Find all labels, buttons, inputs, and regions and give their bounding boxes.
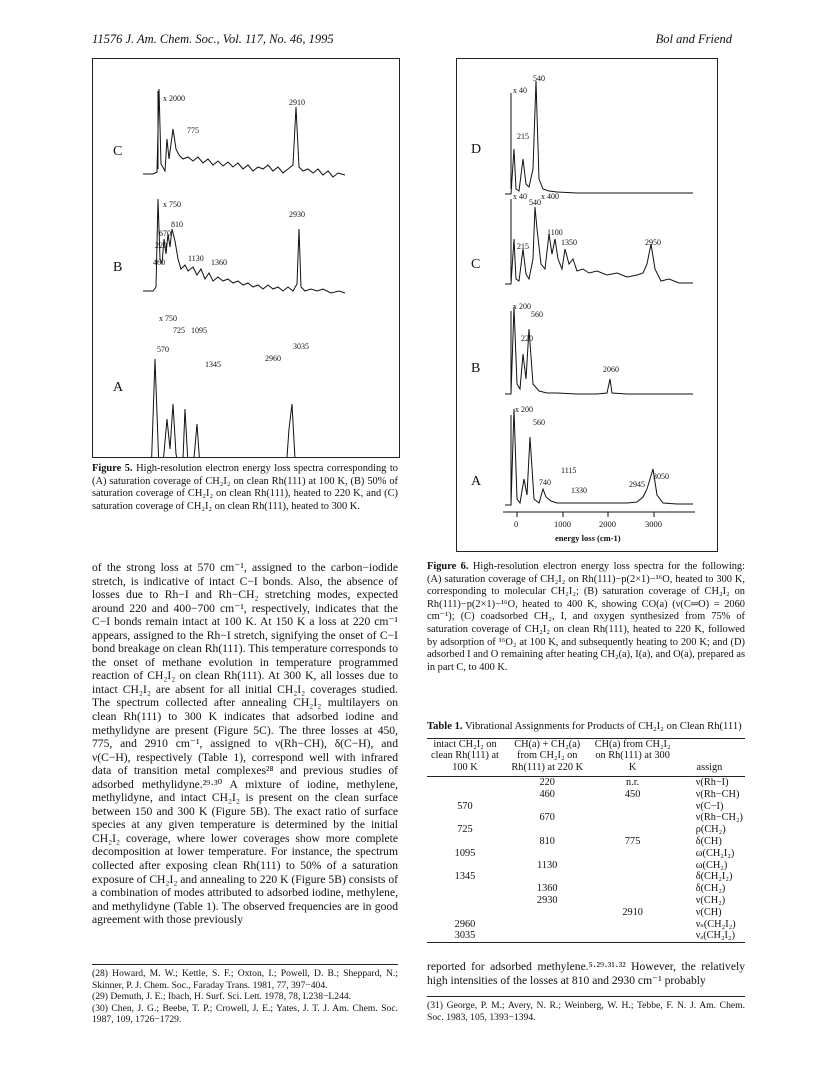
table-1-header-intact: intact CH₂I₂ on clean Rh(111) at 100 K: [431, 738, 499, 774]
table-cell: [427, 776, 503, 788]
table-cell: n.r.: [626, 776, 640, 788]
table-row: [427, 848, 745, 860]
fig6-panel-c-label: C: [471, 257, 481, 272]
table-cell: 450: [624, 788, 641, 800]
fig5-b-peak-2930: 2930: [289, 210, 305, 219]
figure-6-caption-lead: Figure 6.: [427, 561, 469, 572]
fig6-b-peak-560: 560: [531, 310, 543, 319]
table-cell: [592, 848, 674, 860]
table-1-title-text: Vibrational Assignments for Products of CH₂I₂ on Clean Rh(111): [462, 721, 742, 732]
table-cell: [503, 930, 592, 942]
figure-5-caption-lead: Figure 5.: [92, 463, 133, 474]
table-row: [427, 789, 745, 801]
table-cell: ω(CH₂): [695, 859, 728, 871]
table-cell: [427, 883, 503, 895]
table-cell: 3035: [454, 930, 476, 942]
fig5-a-peak-1345: 1345: [205, 360, 221, 369]
fig5-panel-a-label: A: [113, 380, 124, 395]
figure-6-caption: [427, 561, 745, 674]
fig6-spectrum-b: [505, 307, 693, 394]
table-1-title-lead: Table 1.: [427, 721, 463, 732]
fig6-c-peak-540: 540: [529, 198, 541, 207]
table-row: [427, 907, 745, 919]
fig5-a-peak-725: 725: [173, 326, 185, 335]
table-cell: 2960: [454, 918, 476, 930]
table-cell: [503, 824, 592, 836]
fig5-spectrum-a: [143, 359, 345, 457]
footnotes-right: [427, 1000, 745, 1023]
table-cell: 220: [539, 776, 555, 788]
table-cell: 570: [457, 800, 473, 812]
table-row: [427, 919, 745, 931]
fig6-a-peak-1115: 1115: [561, 466, 577, 475]
table-row: [427, 836, 745, 848]
table-1-title: [427, 721, 745, 734]
table-cell: ν(Rh−CH): [695, 788, 740, 800]
figure-5-caption: [92, 463, 398, 513]
body-text-right: reported for adsorbed methylene.⁵·²⁹·³¹·³² However, the relatively high intensities of the losses at 810 and 2930 cm⁻¹ probably: [427, 960, 745, 987]
table-cell: [427, 812, 503, 824]
table-cell: 2910: [622, 906, 643, 918]
figure-5: [92, 58, 400, 458]
fig5-panel-b-label: B: [113, 260, 123, 275]
table-cell: ν(CH): [695, 906, 722, 918]
table-cell: [427, 895, 503, 907]
fig6-b-multiplier: x 200: [513, 302, 531, 311]
body-text-left: of the strong loss at 570 cm⁻¹, assigned to the carbon−iodide stretch, is indicative of intact C−I bonds. Also, the absence of losses due to Rh−I and Rh−CH₂ stretching modes, expected around 220 and 400−700 cm⁻¹, respectively, indicates that the C−I bonds remain intact at 100 K. At 150 K a loss at 220 cm⁻¹ appears, assigned to the Rh−I stretch, signifying the onset of C−I bond breakage on clean Rh(111). This temperature corresponds to the onset of methane evolution in temperature programmed reaction of CH₂I₂ on clean Rh(111). At 300 K, all losses due to intact CH₂I₂ are absent for all initial CH₂I₂ coverages studied. The spectrum collected after annealing CH₂I₂ multilayers on clean Rh(111) to 300 K indicates that adsorbed iodine and methylidyne are present (Figure 5C). The three losses at 450, 775, and 2910 cm⁻¹, assigned to ν(Rh−CH), δ(C−H), and ν(C−H), respectively (Table 1), correspond well with infrared data of transition metal complexes²⁸ and previous studies of adsorbed methylidyne.²⁹·³⁰ A mixture of iodine, methylene, methylidyne, and intact CH₂I₂ is present on the clean surface between 150 and 300 K (Figure 5B). The exact ratio of surface species at any given temperature is determined by the initial CH₂I₂ coverage, where lower coverages show more complete decomposition at lower temperature. For instance, the spectrum collected after exposing clean Rh(111) to 50% of a saturation exposure of CH₂I₂ and annealing to 220 K (Figure 5B) consists of a combination of modes attributed to adsorbed iodine, methylene, and methylidyne (Table 1). The observed frequencies are in good agreement with those previously: [92, 561, 398, 927]
figure-5-plot: [93, 59, 399, 457]
table-1: [427, 721, 745, 943]
fig6-spectrum-c: [505, 207, 693, 284]
fig5-a-peak-1095: 1095: [191, 326, 207, 335]
table-cell: ν(C−I): [695, 800, 724, 812]
table-cell: ρ(CH₂): [695, 824, 726, 836]
fig6-tick-1000: 1000: [554, 519, 571, 529]
fig6-axis-label: energy loss (cm-1): [555, 533, 621, 543]
fig5-b-peak-460: 460: [153, 258, 165, 267]
fig6-c-multiplier-400: x 400: [541, 192, 559, 201]
table-1-header-assign: assign: [696, 762, 723, 774]
fig6-a-peak-1330: 1330: [571, 486, 587, 495]
table-cell: ν(Rh−CH₂): [695, 812, 743, 824]
fig6-spectrum-d: [505, 81, 693, 194]
table-row: [427, 776, 745, 788]
fig5-panel-c-label: C: [113, 144, 123, 159]
fig5-b-multiplier: x 750: [163, 200, 181, 209]
table-cell: ν(Rh−I): [695, 776, 729, 788]
table-cell: 775: [624, 835, 641, 847]
fig5-b-peak-1130: 1130: [188, 254, 204, 263]
fig6-d-peak-540: 540: [533, 74, 545, 83]
table-cell: 725: [457, 824, 473, 836]
fig6-c-multiplier-40: x 40: [513, 192, 527, 201]
running-header-citation: 11576 J. Am. Chem. Soc., Vol. 117, No. 46, 1995: [92, 32, 334, 46]
figure-6-caption-text: High-resolution electron energy loss spectra for the following: (A) saturation coverage of CH₂I₂ on Rh(111)−p(2×1)−¹⁶O, heated to 300 K, corresponding to molecular CH₂I₂; (B) saturation coverage of CH₂I₂ on Rh(111)−p(2×1)−¹⁶O, heated to 400 K, showing CO(a) (ν(C═O) = 2060 cm⁻¹); (C) coadsorbed CH₂, I, and oxygen synthesized from 75% of saturation coverage of CH₂I₂ on clean Rh(111), heated to 220 K, followed by adsorption of ¹⁶O₂ at 100 K, and subsequently heating to 200 K; and (D) adsorbed I and O remaining after heating CH₂(a), I(a), and O(a), prepared as in part C, to 400 K.: [427, 561, 745, 673]
fig6-panel-d-label: D: [471, 142, 482, 157]
table-row: [427, 860, 745, 872]
table-cell: 460: [539, 788, 555, 800]
table-cell: [592, 860, 674, 872]
table-row: [427, 824, 745, 836]
table-cell: [592, 824, 674, 836]
footnote-28: (28) Howard, M. W.; Kettle, S. F.; Oxton, I.; Powell, D. B.; Sheppard, N.; Skinner, P. J. Chem. Soc., Faraday Trans. 1981, 77, 397−404.: [92, 968, 398, 991]
fig6-a-peak-2945: 2945: [629, 480, 645, 489]
table-row: [427, 883, 745, 895]
fig6-a-peak-740: 740: [539, 478, 551, 487]
table-1-bottom-rule: [427, 942, 745, 943]
fig6-c-peak-1350: 1350: [561, 238, 577, 247]
table-cell: [592, 812, 674, 824]
fig5-c-peak-2910: 2910: [289, 98, 305, 107]
footnotes-left: [92, 968, 398, 1026]
footnote-30: (30) Chen, J. G.; Beebe, T. P.; Crowell, J. E.; Yates, J. T. J. Am. Chem. Soc. 1987, 109, 1726−1729.: [92, 1002, 398, 1025]
table-cell: 810: [539, 835, 555, 847]
fig5-c-peak-775: 775: [187, 126, 199, 135]
table-cell: [427, 836, 503, 848]
table-cell: [592, 871, 674, 883]
footnote-31: (31) George, P. M.; Avery, N. R.; Weinberg, W. H.; Tebbe, F. N. J. Am. Chem. Soc. 1983, 105, 1393−1394.: [427, 1000, 745, 1023]
fig5-b-peak-670: 670: [159, 229, 171, 238]
table-row: [427, 801, 745, 813]
fig5-b-peak-810: 810: [171, 220, 183, 229]
table-cell: 670: [539, 812, 555, 824]
fig6-b-peak-2060: 2060: [603, 365, 619, 374]
table-1-header-220k: CH(a) + CH₂(a) from CH₂I₂ on Rh(111) at 220 K: [511, 738, 584, 774]
table-cell: νₛ(CH₂I₂): [695, 918, 736, 930]
fig5-c-multiplier: x 2000: [163, 94, 185, 103]
table-cell: 1130: [537, 859, 558, 871]
fig5-a-peak-570: 570: [157, 345, 169, 354]
table-cell: [592, 895, 674, 907]
table-cell: ν(CH₂): [695, 894, 726, 906]
fig5-b-peak-220: 220: [155, 241, 167, 250]
fig6-d-multiplier: x 40: [513, 86, 527, 95]
figure-6: [456, 58, 718, 552]
table-cell: [503, 919, 592, 931]
table-row: [427, 895, 745, 907]
fig6-a-peak-3050: 3050: [653, 472, 669, 481]
table-cell: δ(CH₂): [695, 883, 726, 895]
running-header-authors: Bol and Friend: [655, 32, 732, 46]
figure-5-caption-text: High-resolution electron energy loss spectra corresponding to (A) saturation coverage of CH₂I₂ on clean Rh(111) at 100 K, (B) 50% of saturation coverage of CH₂I₂ on clean Rh(111), heated to 220 K, and (C) saturation coverage of CH₂I₂ on clean Rh(111), heated to 300 K.: [92, 463, 399, 512]
fig5-a-peak-3035: 3035: [293, 342, 309, 351]
fig6-c-peak-2950: 2950: [645, 238, 661, 247]
table-cell: νₐ(CH₂I₂): [695, 930, 735, 942]
table-cell: δ(CH₂I₂): [695, 871, 733, 883]
fig6-c-peak-215: 215: [517, 242, 529, 251]
fig6-tick-3000: 3000: [645, 519, 662, 529]
fig6-d-peak-215: 215: [517, 132, 529, 141]
table-cell: ω(CH₂I₂): [695, 847, 735, 859]
fig5-spectrum-b: [143, 199, 345, 293]
table-row: [427, 871, 745, 883]
fig6-panel-a-label: A: [471, 474, 482, 489]
fig5-a-peak-2960: 2960: [265, 354, 281, 363]
table-cell: [503, 907, 592, 919]
fig6-c-peak-1100: 1100: [547, 228, 563, 237]
footnote-rule-right: [427, 996, 745, 997]
fig6-a-multiplier: x 200: [515, 405, 533, 414]
table-row: [427, 930, 745, 942]
fig6-tick-0: 0: [514, 519, 519, 529]
footnote-rule-left: [92, 964, 398, 965]
table-1-grid: [427, 739, 745, 943]
fig6-tick-2000: 2000: [599, 519, 616, 529]
table-cell: [592, 801, 674, 813]
table-cell: 1345: [454, 871, 476, 883]
table-cell: [427, 789, 503, 801]
fig5-a-multiplier: x 750: [159, 314, 177, 323]
table-cell: [592, 919, 674, 931]
table-1-header-300k: CH(a) from CH₂I₂ on Rh(111) at 300 K: [594, 738, 671, 774]
table-cell: δ(CH): [695, 835, 722, 847]
fig5-b-peak-1360: 1360: [211, 258, 227, 267]
footnote-29: (29) Demuth, J. E.; Ibach, H. Surf. Sci. Lett. 1978, 78, L238−L244.: [92, 991, 352, 1002]
table-cell: [427, 907, 503, 919]
fig6-panel-b-label: B: [471, 361, 481, 376]
fig6-b-peak-220: 220: [521, 334, 533, 343]
table-row: [427, 812, 745, 824]
figure-6-plot: [457, 59, 717, 551]
fig6-a-peak-560: 560: [533, 418, 545, 427]
table-cell: 1095: [454, 847, 476, 859]
table-cell: 1360: [536, 883, 558, 895]
table-cell: [427, 860, 503, 872]
table-cell: [503, 871, 592, 883]
table-cell: [503, 848, 592, 860]
table-cell: [503, 801, 592, 813]
table-cell: 2930: [536, 894, 558, 906]
table-cell: [592, 883, 674, 895]
table-cell: [592, 930, 674, 942]
